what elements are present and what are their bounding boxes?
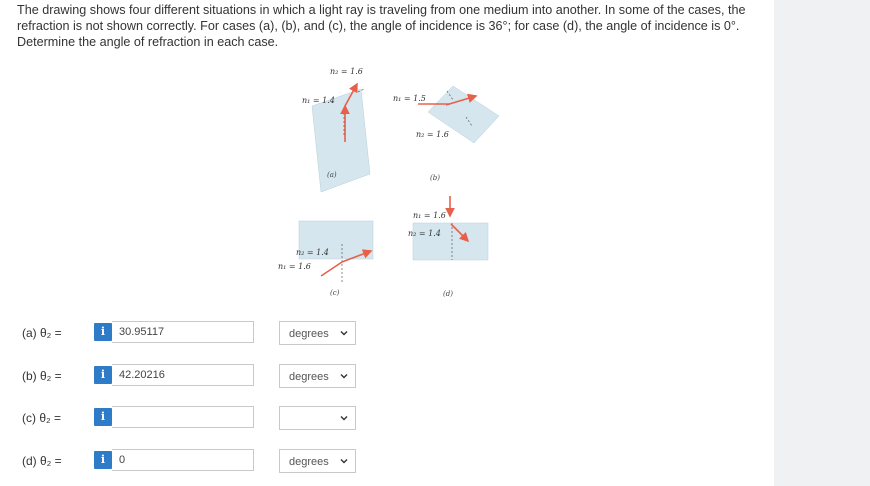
unit-dropdown-d[interactable] xyxy=(279,449,356,473)
case-b-caption: (b) xyxy=(430,174,440,182)
answer-label-c: (c) θ₂ = xyxy=(22,411,61,425)
info-icon[interactable]: i xyxy=(94,366,112,384)
unit-dropdown-b[interactable] xyxy=(279,364,356,388)
refraction-figure xyxy=(240,62,500,302)
answer-input-b[interactable] xyxy=(112,364,254,386)
chevron-down-icon xyxy=(340,329,348,337)
answer-input-d[interactable] xyxy=(112,449,254,471)
info-icon[interactable]: i xyxy=(94,408,112,426)
case-a-caption: (a) xyxy=(327,171,337,179)
unit-dropdown-a[interactable] xyxy=(279,321,356,345)
chevron-down-icon xyxy=(340,414,348,422)
answer-label-b: (b) θ₂ = xyxy=(22,369,62,383)
problem-text: The drawing shows four different situations in which a light ray is traveling from one medium into another. In some of the cases, the refraction is not shown correctly. For cases (a), (b), and (c), the angle of incidence is 36°; for case (d), the angle of incidence is 0°. Determine the angle of refraction in each case. xyxy=(17,3,746,49)
answer-label-d: (d) θ₂ = xyxy=(22,454,62,468)
case-d-n1-label: n₁ = 1.6 xyxy=(413,211,446,220)
answer-input-a[interactable] xyxy=(112,321,254,343)
case-a-n1-label: n₁ = 1.4 xyxy=(302,96,335,105)
answer-label-a: (a) θ₂ = xyxy=(22,326,62,340)
case-d-caption: (d) xyxy=(443,290,453,298)
case-c-n1-label: n₁ = 1.6 xyxy=(278,262,311,271)
case-b xyxy=(393,86,499,182)
case-c-caption: (c) xyxy=(330,289,340,297)
unit-dropdown-value: degrees xyxy=(289,456,329,468)
chevron-down-icon xyxy=(340,457,348,465)
case-b-n1-label: n₁ = 1.5 xyxy=(393,94,426,103)
case-c-incident-ray xyxy=(321,262,342,276)
right-gutter xyxy=(774,0,870,486)
answer-input-c[interactable] xyxy=(112,406,254,428)
case-a xyxy=(302,67,370,192)
info-icon[interactable]: i xyxy=(94,451,112,469)
chevron-down-icon xyxy=(340,372,348,380)
unit-dropdown-value: degrees xyxy=(289,371,329,383)
case-b-n2-label: n₂ = 1.6 xyxy=(416,130,449,139)
case-c-n2-label: n₂ = 1.4 xyxy=(296,248,329,257)
info-icon[interactable]: i xyxy=(94,323,112,341)
case-c xyxy=(278,221,373,297)
case-a-n2-label: n₂ = 1.6 xyxy=(330,67,363,76)
case-d-n2-label: n₂ = 1.4 xyxy=(408,229,441,238)
case-d xyxy=(408,196,488,298)
unit-dropdown-value: degrees xyxy=(289,328,329,340)
unit-dropdown-c[interactable] xyxy=(279,406,356,430)
